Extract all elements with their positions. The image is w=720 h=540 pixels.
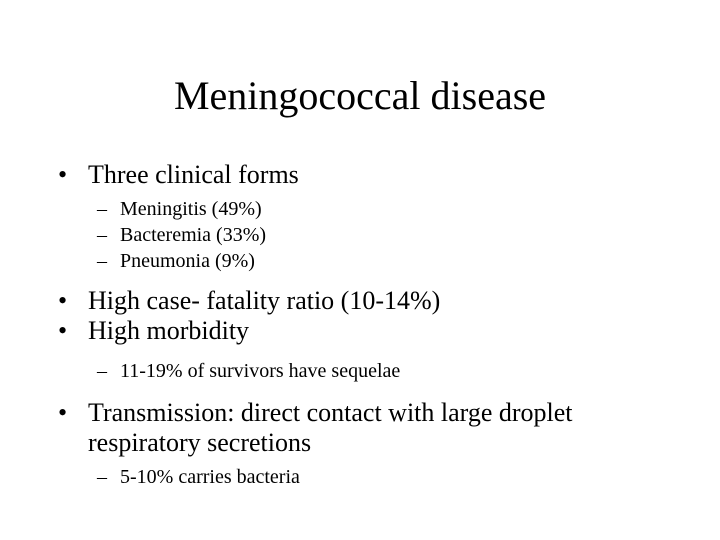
sub-marker: – — [97, 466, 107, 488]
bullet-case-fatality-ratio — [56, 286, 676, 316]
sub-marker: – — [97, 250, 107, 272]
subitem-text: Pneumonia (9%) — [120, 250, 255, 272]
subitem-pneumonia — [56, 248, 676, 274]
bullet-high-morbidity — [56, 316, 676, 346]
slide-title: Meningococcal disease — [173, 73, 547, 118]
bullet-three-clinical-forms — [56, 160, 676, 190]
subitem-sequelae — [56, 358, 676, 384]
slide-content — [56, 160, 676, 490]
subitem-meningitis — [56, 196, 676, 222]
bullet-text: Transmission: direct contact with large droplet respiratory secretions — [88, 398, 573, 457]
subitem-text: 11-19% of survivors have sequelae — [120, 360, 401, 382]
subitem-text: 5-10% carries bacteria — [120, 466, 300, 488]
bullet-text: Three clinical forms — [88, 160, 299, 189]
bullet-text: High case- fatality ratio (10-14%) — [88, 286, 441, 315]
subitem-text: Meningitis (49%) — [120, 198, 262, 220]
bullet-transmission — [56, 398, 676, 458]
bullet-marker: • — [58, 286, 68, 315]
subitem-carries-bacteria — [56, 464, 676, 490]
sub-marker: – — [97, 224, 107, 246]
sub-marker: – — [97, 360, 107, 382]
bullet-marker: • — [58, 160, 68, 189]
subitem-bacteremia — [56, 222, 676, 248]
bullet-text: High morbidity — [88, 316, 250, 345]
subitem-text: Bacteremia (33%) — [120, 224, 267, 246]
bullet-marker: • — [58, 398, 68, 427]
sub-marker: – — [97, 198, 107, 220]
bullet-marker: • — [58, 316, 68, 345]
